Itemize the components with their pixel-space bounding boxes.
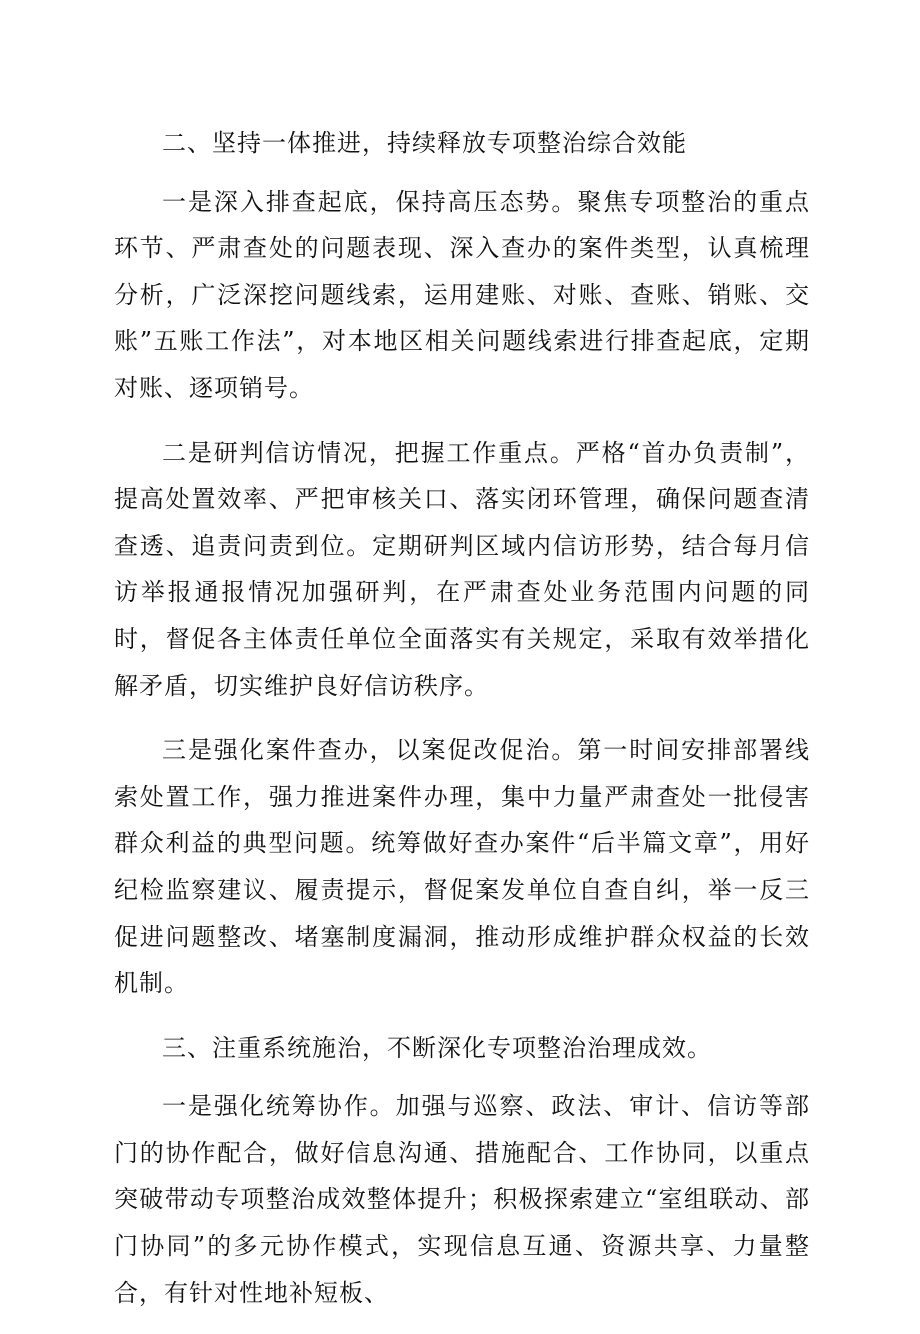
section-heading-3: 三、注重系统施治，不断深化专项整治治理成效。 [162,1033,712,1062]
paragraph: 二是研判信访情况，把握工作重点。严格“首办负责制”，提高处置效率、严把审核关口、落实闭环管理，确保问题查清查透、追责问责到位。定期研判区域内信访形势，结合每月信访举报通报情况加强研判，在严肃查处业务范围内问题的同时，督促各主体责任单位全面落实有关规定，采取有效举措化解矛盾，切实维护良好信访秩序。 [114,438,810,700]
paragraph: 三是强化案件查办，以案促改促治。第一时间安排部署线索处置工作，强力推进案件办理，集中力量严肃查处一批侵害群众利益的典型问题。统筹做好查办案件“后半篇文章”，用好纪检监察建议、履责提示，督促案发单位自查自纠，举一反三促进问题整改、堵塞制度漏洞，推动形成维护群众权益的长效机制。 [114,736,810,998]
section-heading-2: 二、坚持一体推进，持续释放专项整治综合效能 [162,129,687,157]
document-body [114,120,810,1334]
paragraph: 一是深入排查起底，保持高压态势。聚焦专项整治的重点环节、严肃查处的问题表现、深入查办的案件类型，认真梳理分析，广泛深挖问题线索，运用建账、对账、查账、销账、交账”五账工作法”，对本地区相关问题线索进行排查起底，定期对账、逐项销号。 [114,187,810,402]
paragraph: 一是强化统筹协作。加强与巡察、政法、审计、信访等部门的协作配合，做好信息沟通、措施配合、工作协同，以重点突破带动专项整治成效整体提升；积极探索建立“室组联动、部门协同”的多元协作模式，实现信息互通、资源共享、力量整合，有针对性地补短板、 [114,1092,810,1307]
